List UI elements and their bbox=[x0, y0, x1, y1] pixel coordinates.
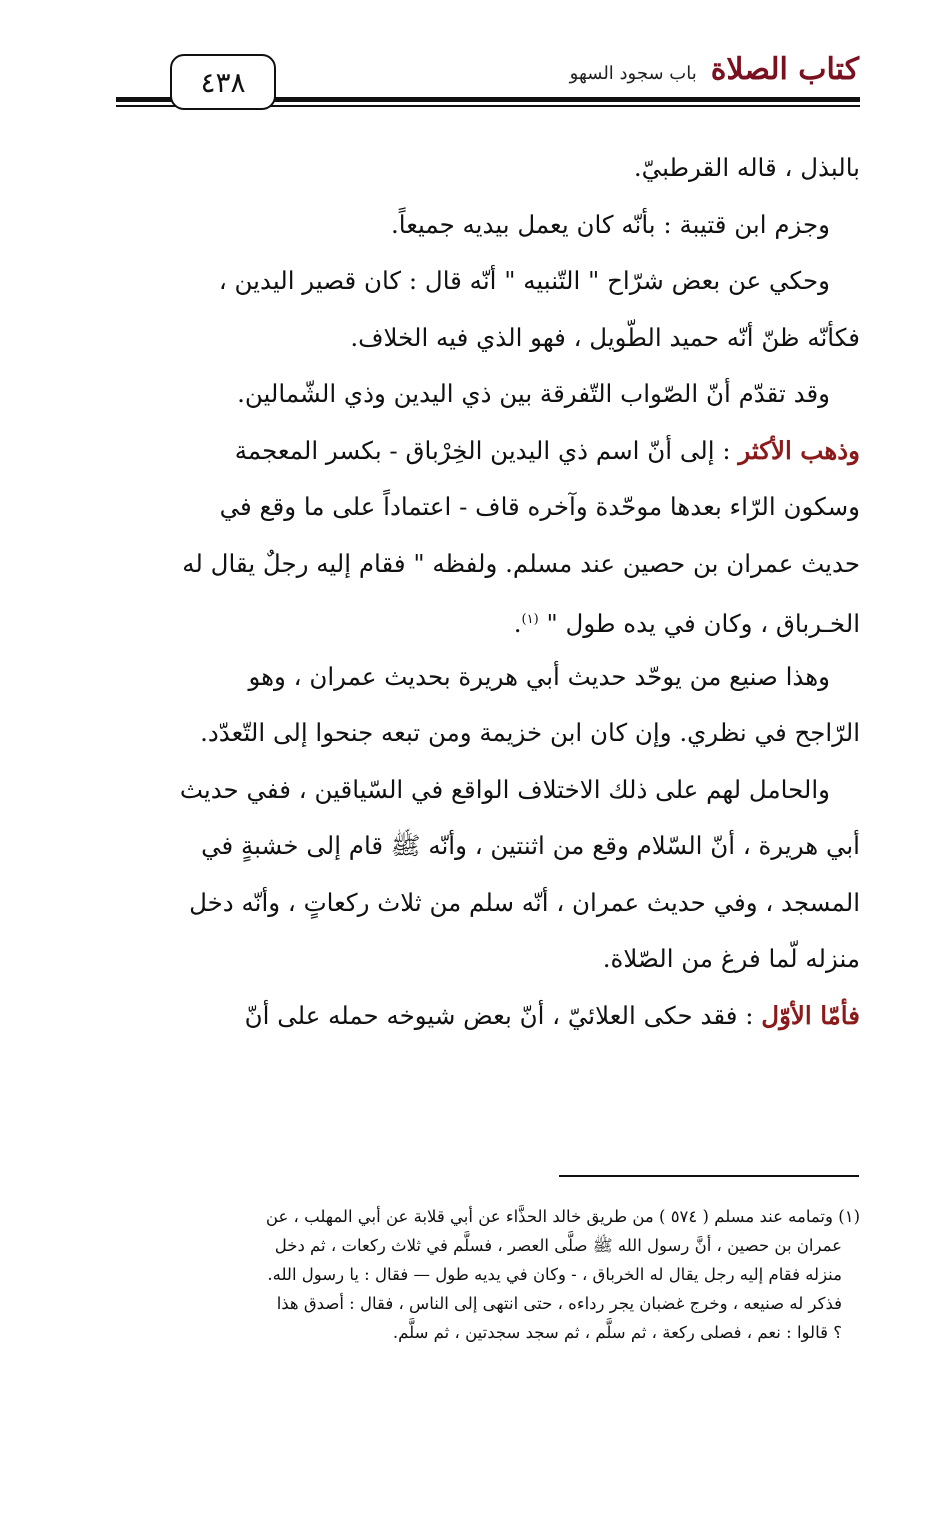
text-line bbox=[120, 366, 860, 423]
text-line bbox=[120, 536, 860, 593]
text-line bbox=[120, 818, 860, 875]
text-run: وهذا صنيع من يوحّد حديث أبي هريرة بحديث عمران ، وهو bbox=[248, 661, 830, 691]
text-line bbox=[120, 931, 860, 988]
text-run: وسكون الرّاء بعدها موحّدة وآخره قاف - اعتماداً على ما وقع في bbox=[219, 492, 860, 521]
text-run: المسجد ، وفي حديث عمران ، أنّه سلم من ثلاث ركعاتٍ ، وأنّه دخل bbox=[189, 887, 860, 917]
text-line bbox=[120, 988, 860, 1045]
text-run: والحامل لهم على ذلك الاختلاف الواقع في السّياقين ، ففي حديث bbox=[179, 774, 830, 804]
text-line bbox=[120, 423, 860, 480]
text-run: : إلى أنّ اسم ذي اليدين الخِرْباق - بكسر المعجمة bbox=[234, 435, 739, 465]
footnote-line: فذكر له صنيعه ، وخرج غضبان يجر رداءه ، حتى انتهى إلى الناس ، فقال : أصدق هذا bbox=[276, 1294, 842, 1313]
text-run: بالبذل ، قاله القرطبيّ. bbox=[633, 153, 860, 182]
text-run: فكأنّه ظنّ أنّه حميد الطّويل ، فهو الذي فيه الخلاف. bbox=[350, 322, 860, 352]
text-run: حديث عمران بن حصين عند مسلم. ولفظه " فقام إليه رجلٌ يقال له bbox=[182, 548, 860, 578]
text-run: . bbox=[513, 609, 522, 639]
book-title: كتاب الصلاة bbox=[710, 52, 859, 87]
text-line bbox=[120, 479, 860, 536]
text-line bbox=[120, 310, 860, 367]
footnote-divider bbox=[559, 1175, 859, 1177]
main-text bbox=[120, 140, 860, 1044]
text-run: أبي هريرة ، أنّ السّلام وقع من اثنتين ، وأنّه ﷺ قام إلى خشبةٍ في bbox=[201, 831, 860, 860]
text-line bbox=[120, 197, 860, 254]
text-line bbox=[120, 649, 860, 706]
footnote-line: منزله فقام إليه رجل يقال له الخرباق ، - وكان في يديه طول — فقال : يا رسول الله. bbox=[267, 1265, 842, 1284]
chapter-title: باب سجود السهو bbox=[569, 63, 697, 84]
text-run: الخـرباق ، وكان في يده طول " bbox=[538, 609, 860, 639]
footnote-ref: (١) bbox=[521, 612, 539, 627]
text-line bbox=[120, 762, 860, 819]
text-run: وحكي عن بعض شرّاح " التّنبيه " أنّه قال : كان قصير اليدين ، bbox=[218, 266, 830, 295]
text-run: وجزم ابن قتيبة : بأنّه كان يعمل بيديه جميعاً. bbox=[390, 209, 830, 239]
page-number-badge bbox=[170, 54, 276, 110]
text-run: الرّاجح في نظري. وإن كان ابن خزيمة ومن تبعه جنحوا إلى التّعدّد. bbox=[200, 718, 860, 747]
footnote-line: عمران بن حصين ، أنَّ رسول الله ﷺ صلَّى العصر ، فسلَّم في ثلاث ركعات ، ثم دخل bbox=[274, 1236, 842, 1255]
text-line bbox=[120, 875, 860, 932]
text-line bbox=[120, 140, 860, 197]
text-line bbox=[120, 705, 860, 762]
running-head bbox=[570, 52, 859, 87]
footnotes bbox=[120, 1202, 860, 1347]
text-line bbox=[120, 253, 860, 310]
section-lead: فأمّا الأوّل bbox=[761, 1000, 860, 1030]
text-run: منزله لّما فرغ من الصّلاة. bbox=[602, 944, 860, 973]
text-run: وقد تقدّم أنّ الصّواب التّفرقة بين ذي اليدين وذي الشّمالين. bbox=[237, 379, 830, 408]
footnote-line: ؟ قالوا : نعم ، فصلى ركعة ، ثم سلَّم ، ثم سجد سجدتين ، ثم سلَّم. bbox=[392, 1323, 842, 1342]
page-number: ٤٣٨ bbox=[200, 65, 246, 99]
section-lead: وذهب الأكثر bbox=[738, 435, 860, 465]
text-run: : فقد حكى العلائيّ ، أنّ بعض شيوخه حمله على أنّ bbox=[244, 1000, 762, 1030]
footnote-line: (١) وتمامه عند مسلم ( ٥٧٤ ) من طريق خالد الحذَّاء عن أبي قلابة عن أبي المهلب ، عن bbox=[265, 1207, 860, 1226]
text-line bbox=[120, 592, 860, 649]
